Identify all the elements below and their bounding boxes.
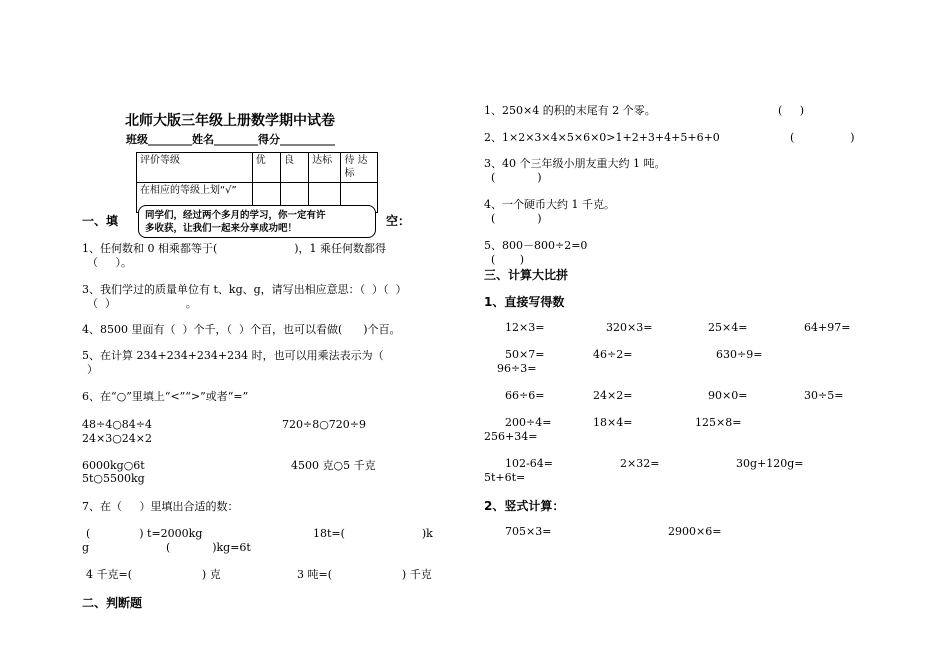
calc-item: 96÷3= bbox=[497, 362, 537, 375]
vertical-calc-heading: 2、竖式计算： bbox=[484, 499, 565, 513]
calc-item: 102-64= bbox=[505, 457, 553, 470]
compare-item: 6000kg○6t bbox=[82, 459, 145, 472]
fill-item: g ( )kg=6t bbox=[82, 541, 251, 554]
question-4: 4、8500 里面有（ ）个千，（ ）个百，也可以看做( )个百。 bbox=[82, 323, 401, 336]
judge-3-bracket: ( ) bbox=[491, 171, 542, 184]
vertical-calc-item: 705×3= bbox=[505, 525, 552, 538]
calc-item: 46÷2= bbox=[593, 348, 633, 361]
judge-2: 2、1×2×3×4×5×6×0>1+2+3+4+5+6+0 bbox=[484, 131, 720, 144]
eval-good-cell: 良 bbox=[280, 153, 308, 183]
judge-4-bracket: ( ) bbox=[491, 212, 542, 225]
calc-item: 50×7= bbox=[505, 348, 545, 361]
eval-excellent-cell: 优 bbox=[252, 153, 280, 183]
calc-item: 12×3= bbox=[505, 321, 545, 334]
judge-1-bracket: ( ) bbox=[778, 104, 805, 117]
calc-item: 25×4= bbox=[708, 321, 748, 334]
vertical-calc-item: 2900×6= bbox=[668, 525, 722, 538]
compare-item: 5t○5500kg bbox=[82, 472, 145, 485]
question-7: 7、在（ ）里填出合适的数： bbox=[82, 500, 239, 513]
question-5: 5、在计算 234+234+234+234 时，也可以用乘法表示为（ bbox=[82, 349, 384, 362]
question-1: 1、任何数和 0 相乘都等于( )，1 乘任何数都得 bbox=[82, 242, 386, 255]
calc-item: 2×32= bbox=[620, 457, 660, 470]
mental-math-heading: 1、直接写得数 bbox=[484, 295, 565, 309]
calc-item: 90×0= bbox=[708, 389, 748, 402]
calc-item: 30÷5= bbox=[804, 389, 844, 402]
question-1-cont: （ ）。 bbox=[87, 256, 132, 269]
fill-item: ( ) t=2000kg bbox=[86, 527, 203, 540]
eval-pass-cell: 达标 bbox=[309, 153, 341, 183]
student-info-fields: 班级________姓名________得分__________ bbox=[126, 133, 335, 146]
eval-instruction-cell: 在相应的等级上划“√” bbox=[137, 183, 253, 213]
calc-item: 256+34= bbox=[484, 430, 538, 443]
eval-improve-cell: 待 达 标 bbox=[341, 153, 378, 183]
compare-item: 24×3○24×2 bbox=[82, 432, 153, 445]
judge-5: 5、800－800÷2=0 bbox=[484, 239, 588, 252]
fill-item: 4 千克=( ) 克 bbox=[86, 568, 221, 581]
question-3: 3、我们学过的质量单位有 t、kg、g，请写出相应意思：（ ）（ ） bbox=[82, 283, 407, 296]
judge-1: 1、250×4 的积的末尾有 2 个零。 bbox=[484, 104, 656, 117]
page-title: 北师大版三年级上册数学期中试卷 bbox=[125, 113, 335, 129]
note-line: 多收获，让我们一起来分享成功吧！ bbox=[145, 223, 298, 234]
judge-5-bracket: ( ) bbox=[491, 253, 525, 266]
calc-item: 30g+120g= bbox=[736, 457, 804, 470]
judge-3: 3、40 个三年级小朋友重大约 1 吨。 bbox=[484, 157, 666, 170]
compare-item: 720÷8○720÷9 bbox=[282, 418, 367, 431]
calc-item: 66÷6= bbox=[505, 389, 545, 402]
encouragement-note bbox=[138, 205, 376, 238]
question-5-cont: ） bbox=[87, 363, 98, 376]
calc-item: 24×2= bbox=[593, 389, 633, 402]
calc-item: 18×4= bbox=[593, 416, 633, 429]
note-line: 同学们，经过两个多月的学习，你一定有许 bbox=[145, 210, 326, 221]
section1-heading: 一、填 bbox=[82, 214, 119, 228]
calc-item: 64+97= bbox=[804, 321, 851, 334]
section1-heading-tail: 空： bbox=[386, 214, 411, 228]
calc-item: 320×3= bbox=[606, 321, 653, 334]
calc-item: 200÷4= bbox=[505, 416, 552, 429]
judge-2-bracket: ( ) bbox=[790, 131, 855, 144]
question-6: 6、在“○”里填上“<”“>”或者“=” bbox=[82, 390, 249, 403]
calc-item: 125×8= bbox=[695, 416, 742, 429]
section3-heading: 三、计算大比拼 bbox=[484, 268, 569, 282]
calc-item: 5t+6t= bbox=[484, 471, 526, 484]
compare-item: 4500 克○5 千克 bbox=[291, 459, 376, 472]
eval-header-cell: 评价等级 bbox=[137, 153, 253, 183]
fill-item: 18t=( )k bbox=[313, 527, 433, 540]
evaluation-table bbox=[136, 152, 378, 213]
compare-item: 48÷4○84÷4 bbox=[82, 418, 153, 431]
question-3-cont: （ ） 。 bbox=[87, 297, 197, 310]
fill-item: 3 吨=( ) 千克 bbox=[297, 568, 432, 581]
section2-heading: 二、判断题 bbox=[82, 596, 143, 610]
judge-4: 4、一个硬币大约 1 千克。 bbox=[484, 198, 615, 211]
calc-item: 630÷9= bbox=[716, 348, 763, 361]
